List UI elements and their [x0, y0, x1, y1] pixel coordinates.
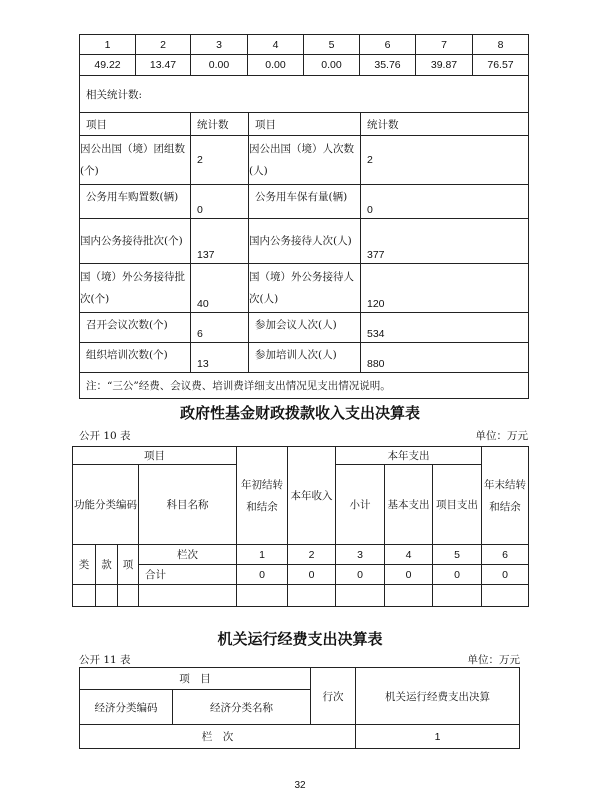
row-col-label: 栏 次 [80, 725, 356, 749]
stat-label: 组织培训次数(个) [80, 343, 191, 373]
stats-title: 相关统计数: [80, 76, 529, 113]
value-cell: 0.00 [304, 55, 360, 76]
stats-row [80, 136, 529, 185]
col-number: 5 [433, 545, 482, 565]
stat-value: 534 [361, 313, 529, 343]
col-number: 1 [237, 545, 288, 565]
header-lei: 类 [73, 545, 96, 585]
header-func-code: 功能分类编码 [73, 465, 139, 545]
header-item: 项目 [80, 113, 191, 136]
col-number: 6 [360, 35, 416, 55]
row-col-label: 栏次 [139, 545, 237, 565]
header-end-balance: 年末结转和结余 [482, 447, 529, 545]
header-project: 项 目 [80, 668, 311, 690]
gov-fund-table [72, 446, 529, 607]
total-value: 0 [336, 565, 385, 585]
stat-value: 2 [191, 136, 249, 185]
col-number: 1 [80, 35, 136, 55]
header-kuan: 款 [96, 545, 118, 585]
stats-row [80, 343, 529, 373]
stats-header-row [80, 113, 529, 136]
stats-row [80, 313, 529, 343]
col-number: 8 [473, 35, 529, 55]
stat-label: 因公出国（境）人次数(人) [249, 136, 361, 185]
stat-value: 13 [191, 343, 249, 373]
header-xiang: 项 [118, 545, 139, 585]
stat-value: 137 [191, 219, 249, 264]
table11-unit: 单位：万元 [467, 654, 520, 666]
col-number: 2 [136, 35, 191, 55]
stat-label: 国内公务接待人次(人) [249, 219, 361, 264]
san-gong-table [79, 34, 529, 76]
header-subject-name: 科目名称 [139, 465, 237, 545]
total-value: 0 [385, 565, 433, 585]
table11-code: 公开 11 表 [79, 654, 131, 666]
stats-row [80, 264, 529, 313]
stats-row [80, 219, 529, 264]
stat-label: 参加会议人次(人) [249, 313, 361, 343]
stats-table [79, 75, 529, 399]
total-value: 0 [482, 565, 529, 585]
col-number: 2 [288, 545, 336, 565]
total-value: 0 [288, 565, 336, 585]
col-number: 4 [248, 35, 304, 55]
header-item: 项目 [249, 113, 361, 136]
stat-label: 国内公务接待批次(个) [80, 219, 191, 264]
stat-value: 6 [191, 313, 249, 343]
header-row-no: 行次 [311, 668, 356, 725]
col-number: 5 [304, 35, 360, 55]
table10-unit: 单位：万元 [475, 430, 528, 442]
table10-title: 政府性基金财政拨款收入支出决算表 [179, 404, 420, 422]
stat-label: 国（境）外公务接待人次(人) [249, 264, 361, 313]
col-number: 4 [385, 545, 433, 565]
header-project-expense: 项目支出 [433, 465, 482, 545]
header-project: 项目 [73, 447, 237, 465]
stat-label: 因公出国（境）团组数(个) [80, 136, 191, 185]
stat-value: 2 [361, 136, 529, 185]
table10-code: 公开 10 表 [79, 430, 131, 442]
value-cell: 49.22 [80, 55, 136, 76]
header-income: 本年收入 [288, 447, 336, 545]
stat-value: 0 [191, 185, 249, 219]
value-cell: 35.76 [360, 55, 416, 76]
table-note: 注：“三公”经费、会议费、培训费详细支出情况见支出情况说明。 [80, 373, 529, 399]
header-econ-code: 经济分类编码 [80, 690, 173, 725]
value-cell: 39.87 [416, 55, 473, 76]
stat-label: 召开会议次数(个) [80, 313, 191, 343]
empty-row [73, 585, 529, 607]
total-value: 0 [237, 565, 288, 585]
stats-row [80, 185, 529, 219]
value-cell: 13.47 [136, 55, 191, 76]
stat-label: 参加培训人次(人) [249, 343, 361, 373]
value-row [80, 55, 529, 76]
stat-label: 公务用车保有量(辆) [249, 185, 361, 219]
header-count: 统计数 [191, 113, 249, 136]
value-cell: 0.00 [248, 55, 304, 76]
value-cell: 0.00 [191, 55, 248, 76]
total-row [73, 565, 529, 585]
col-number: 7 [416, 35, 473, 55]
col-number: 6 [482, 545, 529, 565]
stat-value: 880 [361, 343, 529, 373]
table11-title: 机关运行经费支出决算表 [217, 630, 383, 648]
stat-value: 377 [361, 219, 529, 264]
col-number: 3 [191, 35, 248, 55]
stat-label: 公务用车购置数(辆) [80, 185, 191, 219]
stat-value: 120 [361, 264, 529, 313]
total-label: 合计 [139, 565, 237, 585]
header-amount: 机关运行经费支出决算 [356, 668, 520, 725]
col-number: 3 [336, 545, 385, 565]
total-value: 0 [433, 565, 482, 585]
stat-label: 国（境）外公务接待批次(个) [80, 264, 191, 313]
value-cell: 76.57 [473, 55, 529, 76]
agency-operation-table [79, 667, 520, 749]
stat-value: 40 [191, 264, 249, 313]
column-number-row [80, 35, 529, 55]
header-econ-name: 经济分类名称 [173, 690, 311, 725]
stat-value: 0 [361, 185, 529, 219]
header-basic-expense: 基本支出 [385, 465, 433, 545]
header-expense: 本年支出 [336, 447, 482, 465]
col-number: 1 [356, 725, 520, 749]
header-subtotal: 小计 [336, 465, 385, 545]
header-begin-balance: 年初结转和结余 [237, 447, 288, 545]
page-number: 32 [294, 780, 306, 791]
header-count: 统计数 [361, 113, 529, 136]
